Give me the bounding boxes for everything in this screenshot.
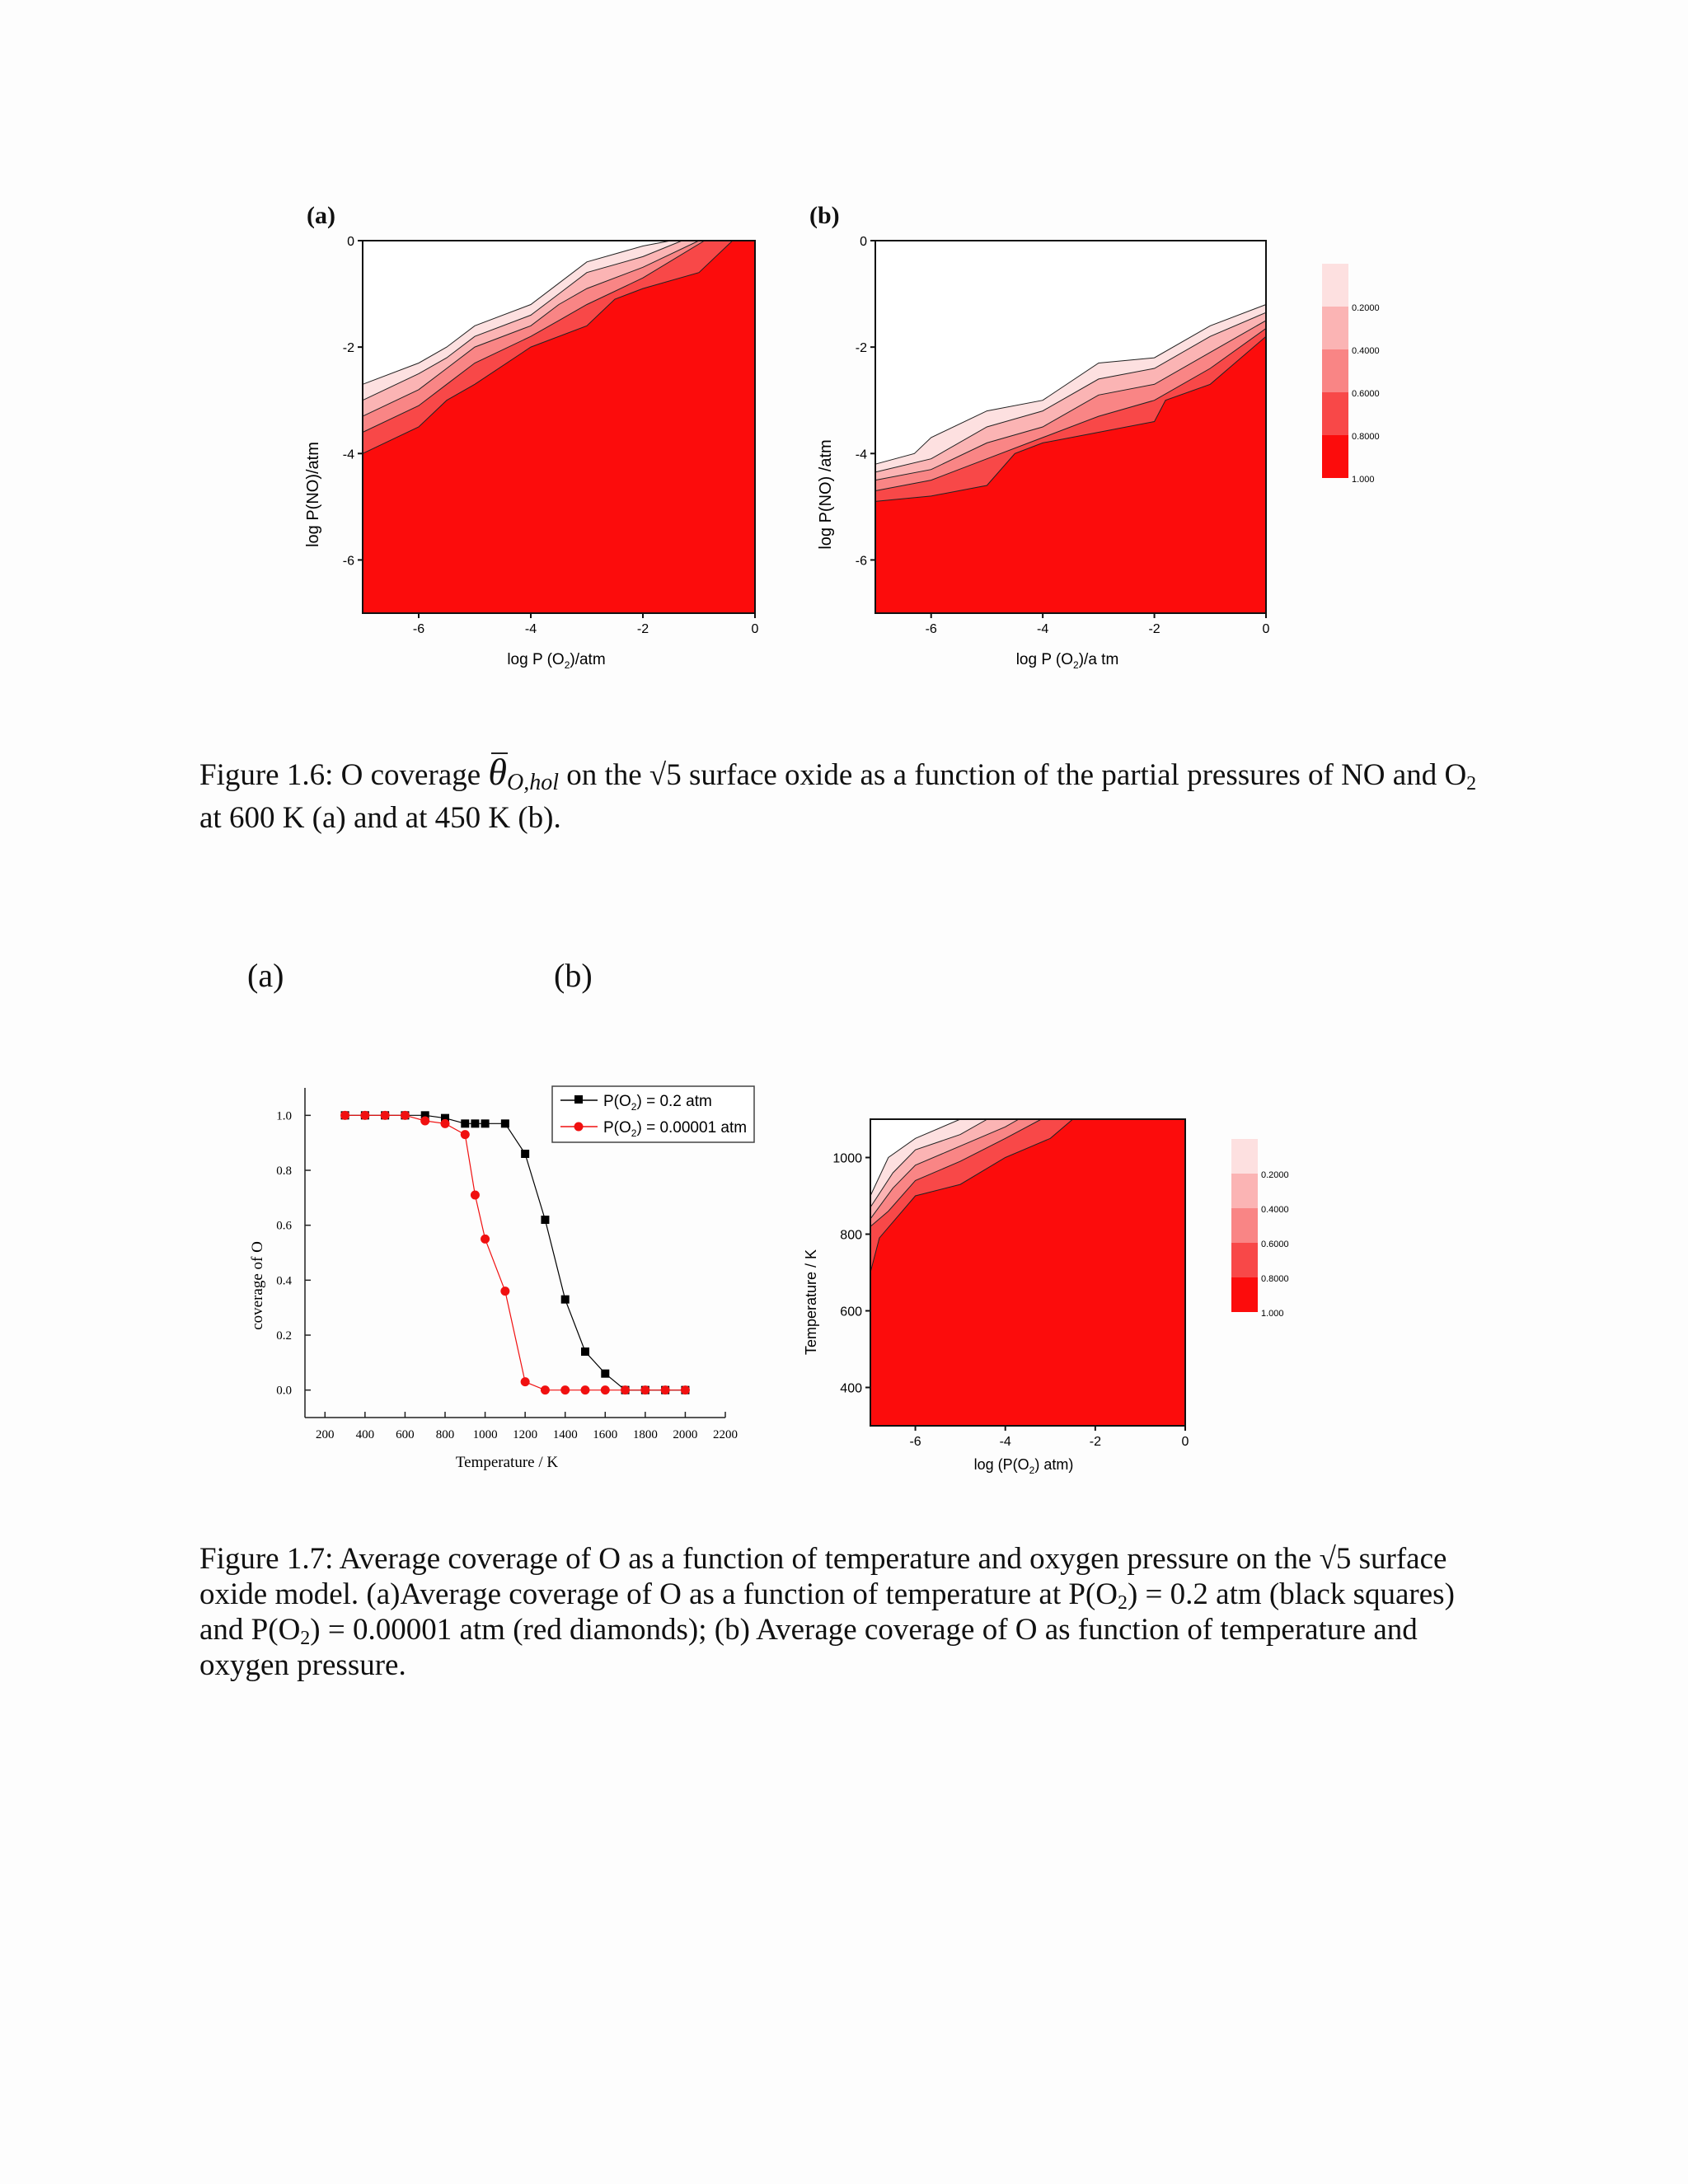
fig16-legend-swatch	[1322, 307, 1348, 349]
fig17-caption-line1: Figure 1.7: Average coverage of O as a function of temperature and oxygen pressure on the √5 surface	[199, 1542, 1447, 1576]
fig17b-y-tick-label: 600	[840, 1305, 862, 1319]
fig17-caption-line3-a: and P(O	[199, 1613, 301, 1647]
fig17a-y-tick-label: 1.0	[276, 1109, 292, 1123]
fig17-caption-line3-sub: 2	[300, 1628, 311, 1649]
fig16-legend-swatch	[1322, 349, 1348, 392]
fig17b-x-label-pre: log (P(O	[973, 1456, 1029, 1473]
fig16-legend-label: 1.000	[1352, 475, 1375, 485]
theta-subscript: O,hol	[506, 770, 559, 795]
legend-black-label	[603, 1093, 712, 1113]
fig17-legend-swatch	[1231, 1208, 1258, 1243]
theta-symbol	[488, 751, 559, 793]
fig17a-red-circle-point	[381, 1111, 390, 1120]
fig17a-black-square-point	[521, 1150, 529, 1158]
fig16b-x-tick-label: -2	[1148, 622, 1160, 636]
fig17-caption-line4: oxygen pressure.	[199, 1648, 406, 1682]
fig17b-x-axis-label	[974, 1456, 1074, 1476]
fig17b-x-tick-label: -6	[909, 1435, 921, 1449]
legend-black-sub: 2	[631, 1101, 637, 1113]
fig16-color-legend	[1319, 247, 1418, 485]
fig17a-legend	[552, 1086, 754, 1142]
fig17a-y-tick-label: 0.6	[276, 1219, 292, 1233]
fig17a-red-circle-point	[360, 1111, 369, 1120]
fig16-legend-swatch	[1322, 435, 1348, 478]
fig16a-x-tick-label: -6	[412, 622, 425, 636]
theta-glyph: θ	[488, 751, 507, 793]
fig16a-y-tick-label: -6	[342, 554, 354, 569]
fig16b-x-tick-label: -6	[925, 622, 937, 636]
fig17a-red-circle-point	[621, 1385, 630, 1394]
fig17-legend-swatch	[1231, 1174, 1258, 1208]
fig17a-x-tick-label: 200	[316, 1428, 335, 1441]
fig17-legend-label: 0.8000	[1261, 1274, 1289, 1284]
fig17b-plot-area	[870, 1119, 1185, 1426]
fig17a-red-circle-point	[541, 1385, 550, 1394]
fig17-chart-b	[791, 1096, 1203, 1483]
fig16a-x-label-end: )/atm	[570, 651, 606, 668]
fig17a-red-circle-point	[521, 1377, 530, 1386]
fig16b-x-label-sub: 2	[1073, 659, 1079, 671]
fig17a-series-line-1	[345, 1115, 686, 1390]
fig16b-y-tick-label: -4	[855, 448, 867, 462]
fig16-legend-label: 0.2000	[1352, 303, 1380, 313]
fig17-caption-line2-a: oxide model. (a)Average coverage of O as a function of temperature at P(O	[199, 1577, 1118, 1611]
fig16-caption-prefix: Figure 1.6: O coverage	[199, 758, 489, 792]
fig17a-x-tick-label: 400	[355, 1428, 375, 1441]
fig16a-x-tick-label: -4	[524, 622, 537, 636]
fig16-caption-line1	[199, 751, 1493, 795]
fig17-legend-swatch	[1231, 1139, 1258, 1174]
fig17a-red-circle-point	[461, 1130, 470, 1139]
fig16b-x-tick-label: -4	[1037, 622, 1049, 636]
fig17b-y-tick-label: 1000	[832, 1151, 862, 1166]
fig16-caption-middle: on the √5 surface oxide as a function of the partial pressures of NO and O	[558, 758, 1467, 792]
fig16-legend-label: 0.4000	[1352, 346, 1380, 356]
fig17a-x-tick-label: 1000	[472, 1428, 498, 1441]
legend-red-circle	[574, 1122, 584, 1132]
fig17a-x-tick-label: 1400	[552, 1428, 578, 1441]
fig16a-y-tick-label: 0	[347, 235, 354, 249]
fig16b-x-label-end: )/a tm	[1078, 651, 1119, 668]
fig17-chart-a	[239, 1071, 767, 1483]
fig16a-plot-area	[363, 241, 755, 613]
fig17-caption-line3-b: ) = 0.00001 atm (red diamonds); (b) Average coverage of O as function of temperature and	[310, 1613, 1418, 1647]
fig17a-x-tick-label: 1600	[593, 1428, 618, 1441]
legend-black-square	[574, 1095, 583, 1104]
fig17-caption-line2-sub: 2	[1117, 1592, 1128, 1614]
fig17-legend-label: 1.000	[1261, 1309, 1284, 1319]
fig16-panel-b-label: (b)	[809, 202, 840, 229]
fig17a-red-circle-point	[560, 1385, 570, 1394]
fig17a-red-circle-point	[500, 1286, 509, 1296]
fig17-caption-line2	[199, 1577, 1493, 1612]
fig17b-x-tick-label: -2	[1089, 1435, 1101, 1449]
fig17a-y-tick-label: 0.4	[276, 1274, 292, 1288]
fig17a-red-circle-point	[681, 1385, 690, 1394]
fig17-caption-line2-b: ) = 0.2 atm (black squares)	[1127, 1577, 1455, 1611]
fig16-caption-o2-sub: 2	[1466, 773, 1477, 794]
fig17a-red-circle-point	[661, 1385, 670, 1394]
fig17a-x-tick-label: 800	[435, 1428, 455, 1441]
fig17-legend-label: 0.6000	[1261, 1240, 1289, 1249]
legend-black-pre: P(O	[603, 1093, 631, 1110]
fig16-chart-b	[808, 223, 1286, 684]
fig16a-x-label-sub: 2	[564, 659, 570, 671]
legend-black-post: ) = 0.2 atm	[636, 1093, 712, 1110]
fig17a-y-tick-label: 0.2	[276, 1329, 292, 1343]
fig17-legend-swatch	[1231, 1243, 1258, 1277]
fig17a-black-square-point	[461, 1119, 469, 1127]
fig17a-black-square-point	[481, 1119, 490, 1127]
fig17b-x-label-sub: 2	[1029, 1465, 1035, 1476]
fig17a-red-circle-point	[581, 1385, 590, 1394]
fig16a-y-tick-label: -4	[342, 448, 354, 462]
fig17a-black-square-point	[581, 1347, 589, 1356]
fig17-legend-label: 0.2000	[1261, 1170, 1289, 1180]
fig17a-red-circle-point	[340, 1111, 349, 1120]
fig16b-plot-area	[875, 241, 1266, 613]
legend-red-post: ) = 0.00001 atm	[636, 1119, 748, 1137]
fig17-color-legend	[1228, 1129, 1327, 1319]
fig17-panel-b-label: (b)	[554, 957, 593, 994]
fig16a-x-label-main: log P (O	[507, 651, 565, 668]
fig17a-x-tick-label: 2000	[673, 1428, 698, 1441]
fig16-legend-label: 0.8000	[1352, 432, 1380, 442]
fig17a-x-tick-label: 1200	[513, 1428, 538, 1441]
fig17a-red-circle-point	[601, 1385, 610, 1394]
fig16-caption-line2: at 600 K (a) and at 450 K (b).	[199, 801, 561, 835]
fig16a-y-tick-label: -2	[342, 341, 354, 356]
fig16-panel-a-label: (a)	[307, 202, 335, 229]
fig17a-y-axis-label: coverage of O	[249, 1241, 266, 1330]
fig17-legend-label: 0.4000	[1261, 1205, 1289, 1215]
fig17b-y-tick-label: 400	[840, 1381, 862, 1396]
fig17-caption	[199, 1541, 1493, 1683]
fig17-panel-a-label: (a)	[247, 957, 284, 994]
fig16a-x-axis-label	[507, 651, 605, 671]
fig17a-series-line-0	[345, 1115, 686, 1390]
fig17a-x-tick-label: 600	[396, 1428, 415, 1441]
legend-red-label	[603, 1119, 747, 1139]
fig17a-red-circle-point	[640, 1385, 649, 1394]
fig17a-series	[340, 1111, 690, 1394]
fig16b-x-label-main: log P (O	[1015, 651, 1074, 668]
fig17-legend-swatch	[1231, 1277, 1258, 1312]
fig17b-y-tick-label: 800	[840, 1228, 862, 1243]
fig17-caption-line3	[199, 1612, 1493, 1647]
fig17a-black-square-point	[561, 1296, 570, 1304]
fig17a-x-tick-label: 2200	[713, 1428, 738, 1441]
fig17b-x-tick-label: -4	[999, 1435, 1011, 1449]
fig17a-y-tick-label: 0.8	[276, 1165, 292, 1178]
fig16b-x-axis-label	[1016, 651, 1119, 671]
legend-red-sub: 2	[631, 1127, 637, 1139]
fig16b-y-tick-label: -2	[855, 341, 867, 356]
fig16a-x-tick-label: 0	[751, 622, 759, 636]
fig17a-y-tick-label: 0.0	[276, 1384, 292, 1398]
fig17a-red-circle-point	[471, 1191, 480, 1200]
fig17a-red-circle-point	[401, 1111, 410, 1120]
fig16b-x-tick-label: 0	[1262, 622, 1270, 636]
fig16-legend-label: 0.6000	[1352, 389, 1380, 399]
fig16-chart-a	[297, 223, 775, 684]
fig17a-black-square-point	[601, 1370, 609, 1378]
fig17a-black-square-point	[501, 1119, 509, 1127]
fig17a-red-circle-point	[481, 1235, 490, 1244]
fig17b-y-axis-label: Temperature / K	[803, 1249, 819, 1356]
fig17b-x-label-post: ) atm)	[1034, 1456, 1074, 1473]
fig17a-x-axis-label: Temperature / K	[455, 1454, 559, 1471]
fig16b-y-tick-label: 0	[860, 235, 867, 249]
fig16-legend-swatch	[1322, 264, 1348, 307]
fig17a-black-square-point	[471, 1119, 479, 1127]
fig17b-x-tick-label: 0	[1181, 1435, 1189, 1449]
legend-red-pre: P(O	[603, 1119, 631, 1137]
fig16-legend-swatch	[1322, 392, 1348, 435]
fig17a-black-square-point	[541, 1216, 549, 1224]
fig17a-x-tick-label: 1800	[632, 1428, 658, 1441]
fig16-caption	[199, 751, 1493, 836]
fig16a-y-axis-label: log P(NO)/atm	[304, 442, 322, 547]
fig16a-x-tick-label: -2	[636, 622, 649, 636]
fig16b-y-tick-label: -6	[855, 554, 867, 569]
fig17a-red-circle-point	[420, 1117, 429, 1126]
fig16b-y-axis-label: log P(NO) /atm	[817, 439, 835, 550]
fig17a-red-circle-point	[441, 1119, 450, 1128]
